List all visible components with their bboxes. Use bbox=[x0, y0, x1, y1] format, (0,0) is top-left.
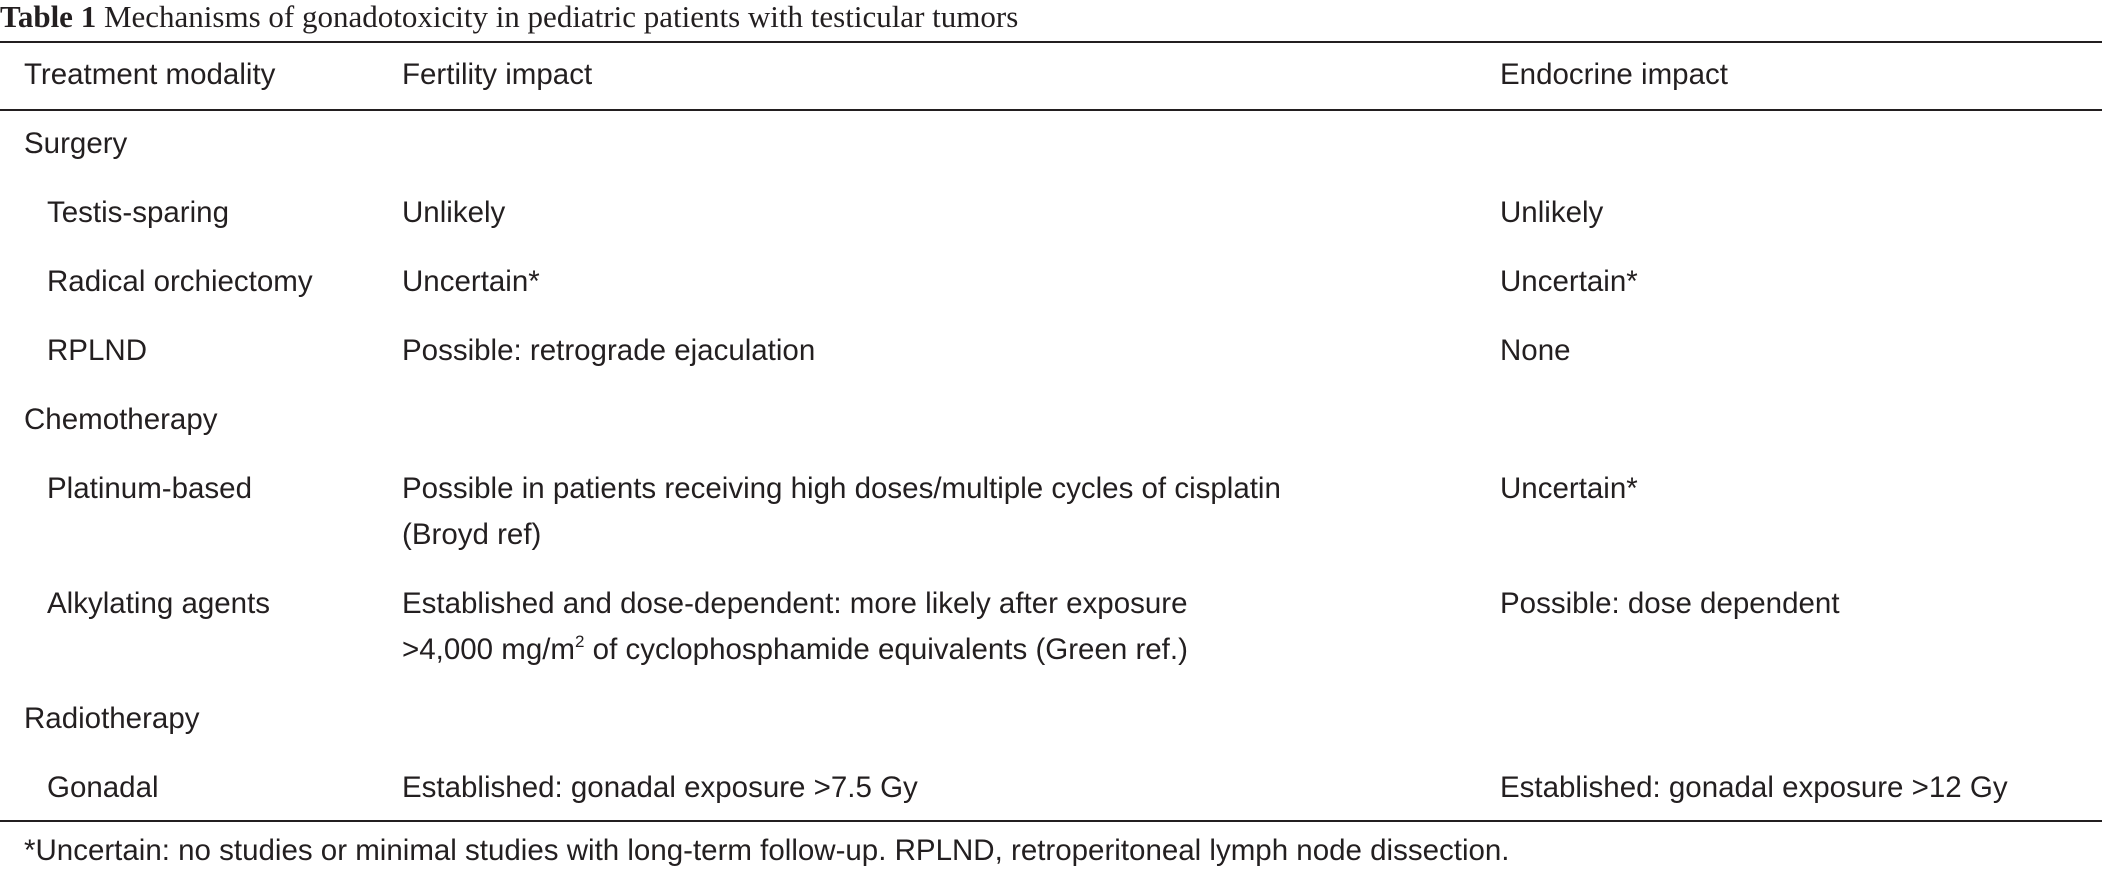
row-platinum-modality: Platinum-based bbox=[47, 472, 252, 505]
row-gonadal-modality: Gonadal bbox=[47, 771, 159, 804]
header-fertility-impact: Fertility impact bbox=[402, 58, 593, 91]
header-treatment-modality: Treatment modality bbox=[24, 58, 276, 91]
section-chemotherapy: Chemotherapy bbox=[24, 403, 218, 436]
table-title-label: Table 1 bbox=[0, 0, 97, 34]
row-alkylating-fertility-line2 bbox=[402, 627, 1188, 672]
row-platinum-fertility-line2: (Broyd ref) bbox=[402, 518, 542, 551]
row-gonadal-endocrine: Established: gonadal exposure >12 Gy bbox=[1500, 771, 2008, 804]
header-endocrine-impact: Endocrine impact bbox=[1500, 58, 1728, 91]
row-alkylating-fertility-superscript: 2 bbox=[575, 632, 585, 651]
top-rule bbox=[0, 41, 2102, 43]
row-alkylating-endocrine: Possible: dose dependent bbox=[1500, 587, 1840, 620]
row-alkylating-fertility-line1: Established and dose-dependent: more likely after exposure bbox=[402, 587, 1188, 620]
row-rplnd-modality: RPLND bbox=[47, 334, 147, 367]
row-alkylating-modality: Alkylating agents bbox=[47, 587, 271, 620]
row-platinum-fertility-line1: Possible in patients receiving high doses/multiple cycles of cisplatin bbox=[402, 472, 1281, 505]
header-rule bbox=[0, 109, 2102, 111]
bottom-rule bbox=[0, 820, 2102, 822]
section-surgery: Surgery bbox=[24, 127, 128, 160]
row-alkylating-fertility-line2-a: >4,000 mg/m bbox=[402, 633, 575, 666]
row-platinum-endocrine: Uncertain* bbox=[1500, 472, 1638, 505]
row-testis-sparing-fertility: Unlikely bbox=[402, 196, 506, 229]
row-rplnd-fertility: Possible: retrograde ejaculation bbox=[402, 334, 816, 367]
row-testis-sparing-endocrine: Unlikely bbox=[1500, 196, 1604, 229]
row-radical-orchiectomy-endocrine: Uncertain* bbox=[1500, 265, 1638, 298]
row-rplnd-endocrine: None bbox=[1500, 334, 1571, 367]
row-testis-sparing-modality: Testis-sparing bbox=[47, 196, 229, 229]
table-footnote: *Uncertain: no studies or minimal studies with long-term follow-up. RPLND, retroperitoneal lymph node dissection. bbox=[24, 834, 1510, 867]
table-title bbox=[0, 0, 1018, 40]
row-gonadal-fertility: Established: gonadal exposure >7.5 Gy bbox=[402, 771, 918, 804]
section-radiotherapy: Radiotherapy bbox=[24, 702, 200, 735]
table-title-text: Mechanisms of gonadotoxicity in pediatric patients with testicular tumors bbox=[103, 0, 1019, 34]
row-alkylating-fertility-line2-b: of cyclophosphamide equivalents (Green ref.) bbox=[584, 633, 1188, 666]
row-radical-orchiectomy-modality: Radical orchiectomy bbox=[47, 265, 313, 298]
row-radical-orchiectomy-fertility: Uncertain* bbox=[402, 265, 540, 298]
